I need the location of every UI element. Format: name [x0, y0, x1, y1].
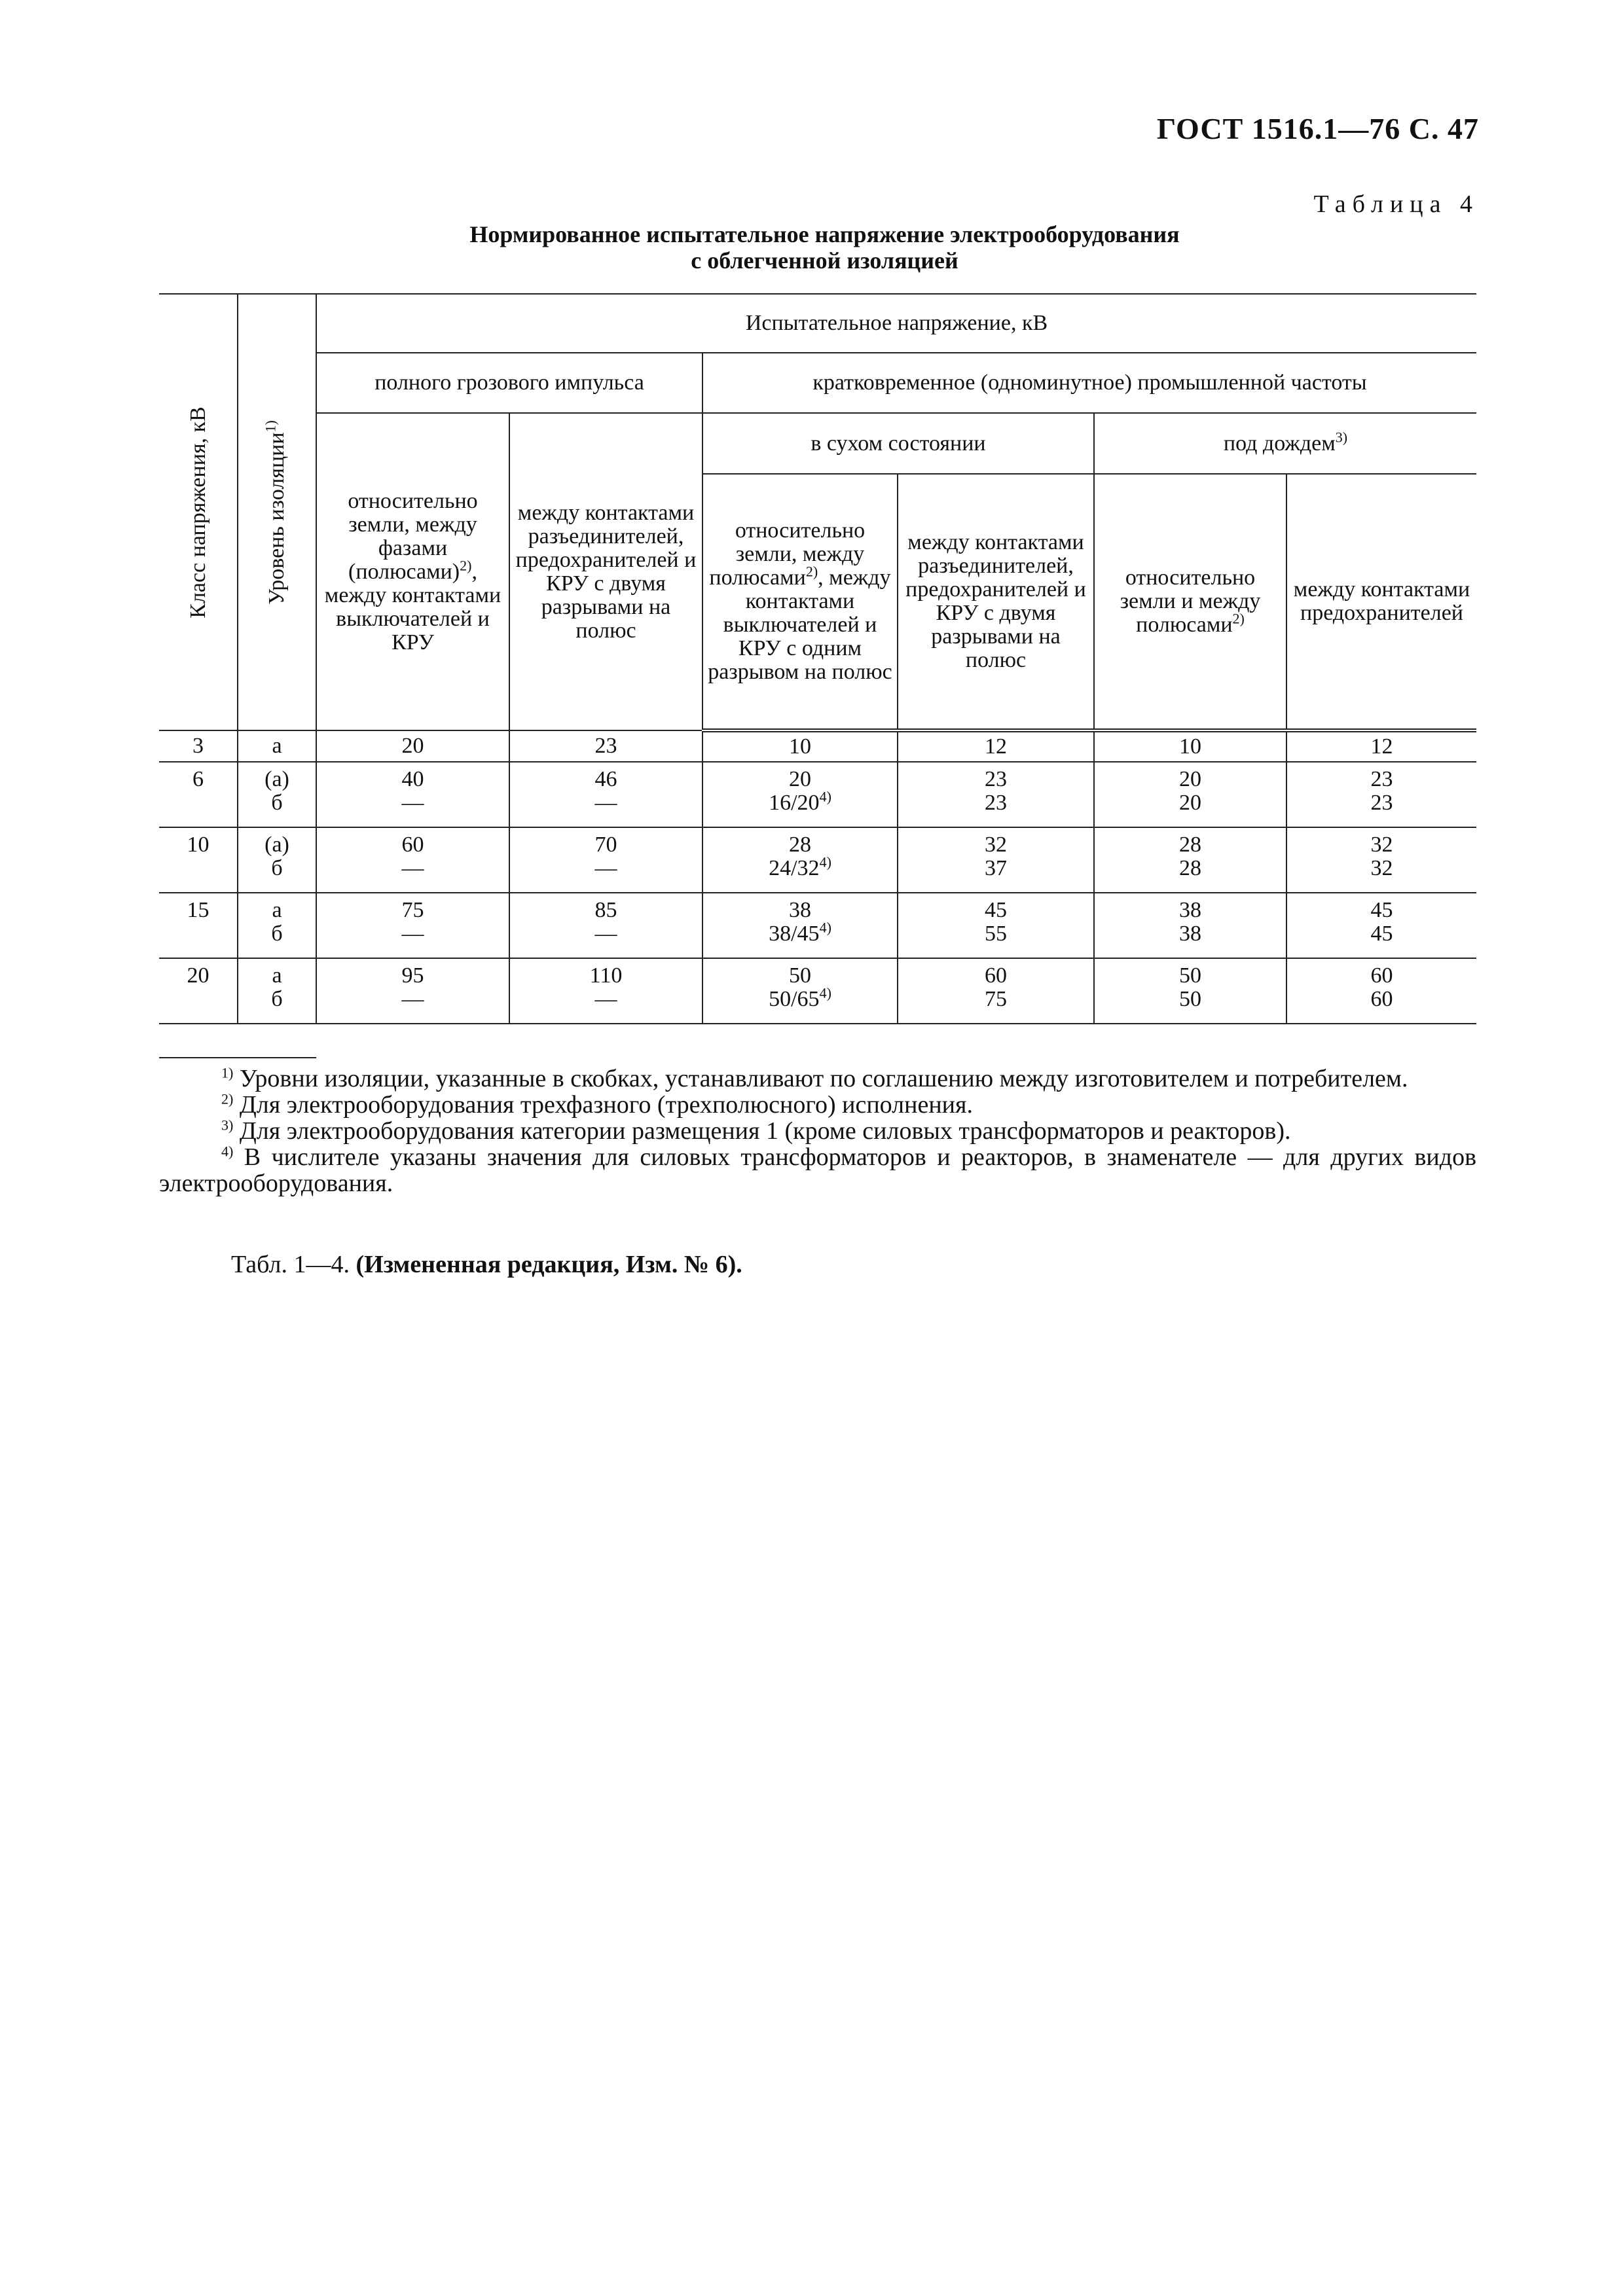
header-voltage-class: Класс напряжения, кВ — [159, 294, 238, 730]
cell: 10 — [159, 827, 238, 893]
table-title — [0, 221, 1623, 274]
cell: а б — [238, 893, 316, 958]
cell: 23 23 — [1286, 762, 1476, 827]
subheader: относительно земли, между полюсами$^{2)}$, между контактами выключателей и КРУ с одним разрывом на полюс — [702, 474, 898, 730]
cell: 12 — [898, 730, 1094, 762]
cell: 38 38/45$^{4)}$ — [702, 893, 898, 958]
footnote-divider — [159, 1057, 316, 1058]
footnote: $^{1)}$ Уровни изоляции, указанные в скобках, устанавливают по соглашению между изготовителем и потребителем. — [221, 1064, 1408, 1092]
cell: 20 16/20$^{4)}$ — [702, 762, 898, 827]
cell: 45 55 — [898, 893, 1094, 958]
cell: 46 — — [509, 762, 702, 827]
table-row — [159, 730, 1476, 762]
cell: 20 — [316, 730, 509, 762]
test-voltage-table — [159, 293, 1476, 1024]
cell: 75 — — [316, 893, 509, 958]
header-dry: в сухом состоянии — [702, 413, 1094, 474]
cell: 10 — [1094, 730, 1286, 762]
cell: 3 — [159, 730, 238, 762]
table-row — [159, 827, 1476, 893]
cell: 6 — [159, 762, 238, 827]
edit-note: Табл. 1—4. (Измененная редакция, Изм. № 6). — [231, 1251, 742, 1278]
cell: 23 23 — [898, 762, 1094, 827]
table-title-line1: Нормированное испытательное напряжение электрооборудования — [469, 221, 1180, 247]
cell: 60 — — [316, 827, 509, 893]
cell: 15 — [159, 893, 238, 958]
footnote: $^{2)}$ Для электрооборудования трехфазного (трехполюсного) исполнения. — [221, 1090, 973, 1119]
cell: 60 60 — [1286, 958, 1476, 1024]
table-title-line2: с облегченной изоляцией — [691, 247, 958, 274]
table-row — [159, 958, 1476, 1024]
subheader: между контактами предохранителей — [1286, 474, 1476, 730]
cell: 38 38 — [1094, 893, 1286, 958]
cell: 85 — — [509, 893, 702, 958]
cell: (а) б — [238, 827, 316, 893]
cell: 28 24/32$^{4)}$ — [702, 827, 898, 893]
cell: а — [238, 730, 316, 762]
footnote: $^{3)}$ Для электрооборудования категории размещения 1 (кроме силовых трансформаторов и реакторов). — [221, 1117, 1291, 1145]
cell: 95 — — [316, 958, 509, 1024]
cell: 23 — [509, 730, 702, 762]
page-header: ГОСТ 1516.1—76 С. 47 — [1156, 112, 1479, 145]
footnote: $^{4)}$ В числителе указаны значения для силовых трансформаторов и реакторов, в знаменателе — для других видов электрооборудования. — [159, 1143, 1477, 1197]
header-rain: под дождем$^{3)}$ — [1094, 413, 1476, 474]
header-short-term: кратковременное (одноминутное) промышленной частоты — [702, 353, 1476, 413]
cell: 50 50 — [1094, 958, 1286, 1024]
header-test-voltage: Испытательное напряжение, кВ — [316, 294, 1476, 353]
cell: 70 — — [509, 827, 702, 893]
cell: 60 75 — [898, 958, 1094, 1024]
cell: 20 — [159, 958, 238, 1024]
subheader: относительно земли, между фазами (полюсами)$^{2)}$, между контактами выключателей и КРУ — [316, 413, 509, 730]
footnotes — [159, 1066, 1476, 1196]
cell: 32 37 — [898, 827, 1094, 893]
cell: 20 20 — [1094, 762, 1286, 827]
table-row — [159, 893, 1476, 958]
cell: 40 — — [316, 762, 509, 827]
cell: 12 — [1286, 730, 1476, 762]
cell: 110 — — [509, 958, 702, 1024]
subheader: между контактами разъединителей, предохранителей и КРУ с двумя разрывами на полюс — [509, 413, 702, 730]
header-lightning-impulse: полного грозового импульса — [316, 353, 702, 413]
header-insulation-level: Уровень изоляции$^{1)}$ — [238, 294, 316, 730]
subheader: относительно земли и между полюсами$^{2)}$ — [1094, 474, 1286, 730]
cell: 10 — [702, 730, 898, 762]
cell: а б — [238, 958, 316, 1024]
cell: 50 50/65$^{4)}$ — [702, 958, 898, 1024]
cell: (а) б — [238, 762, 316, 827]
subheader: между контактами разъединителей, предохранителей и КРУ с двумя разрывами на полюс — [898, 474, 1094, 730]
table-row — [159, 762, 1476, 827]
cell: 32 32 — [1286, 827, 1476, 893]
table-label: Таблица 4 — [1313, 190, 1479, 218]
cell: 45 45 — [1286, 893, 1476, 958]
cell: 28 28 — [1094, 827, 1286, 893]
